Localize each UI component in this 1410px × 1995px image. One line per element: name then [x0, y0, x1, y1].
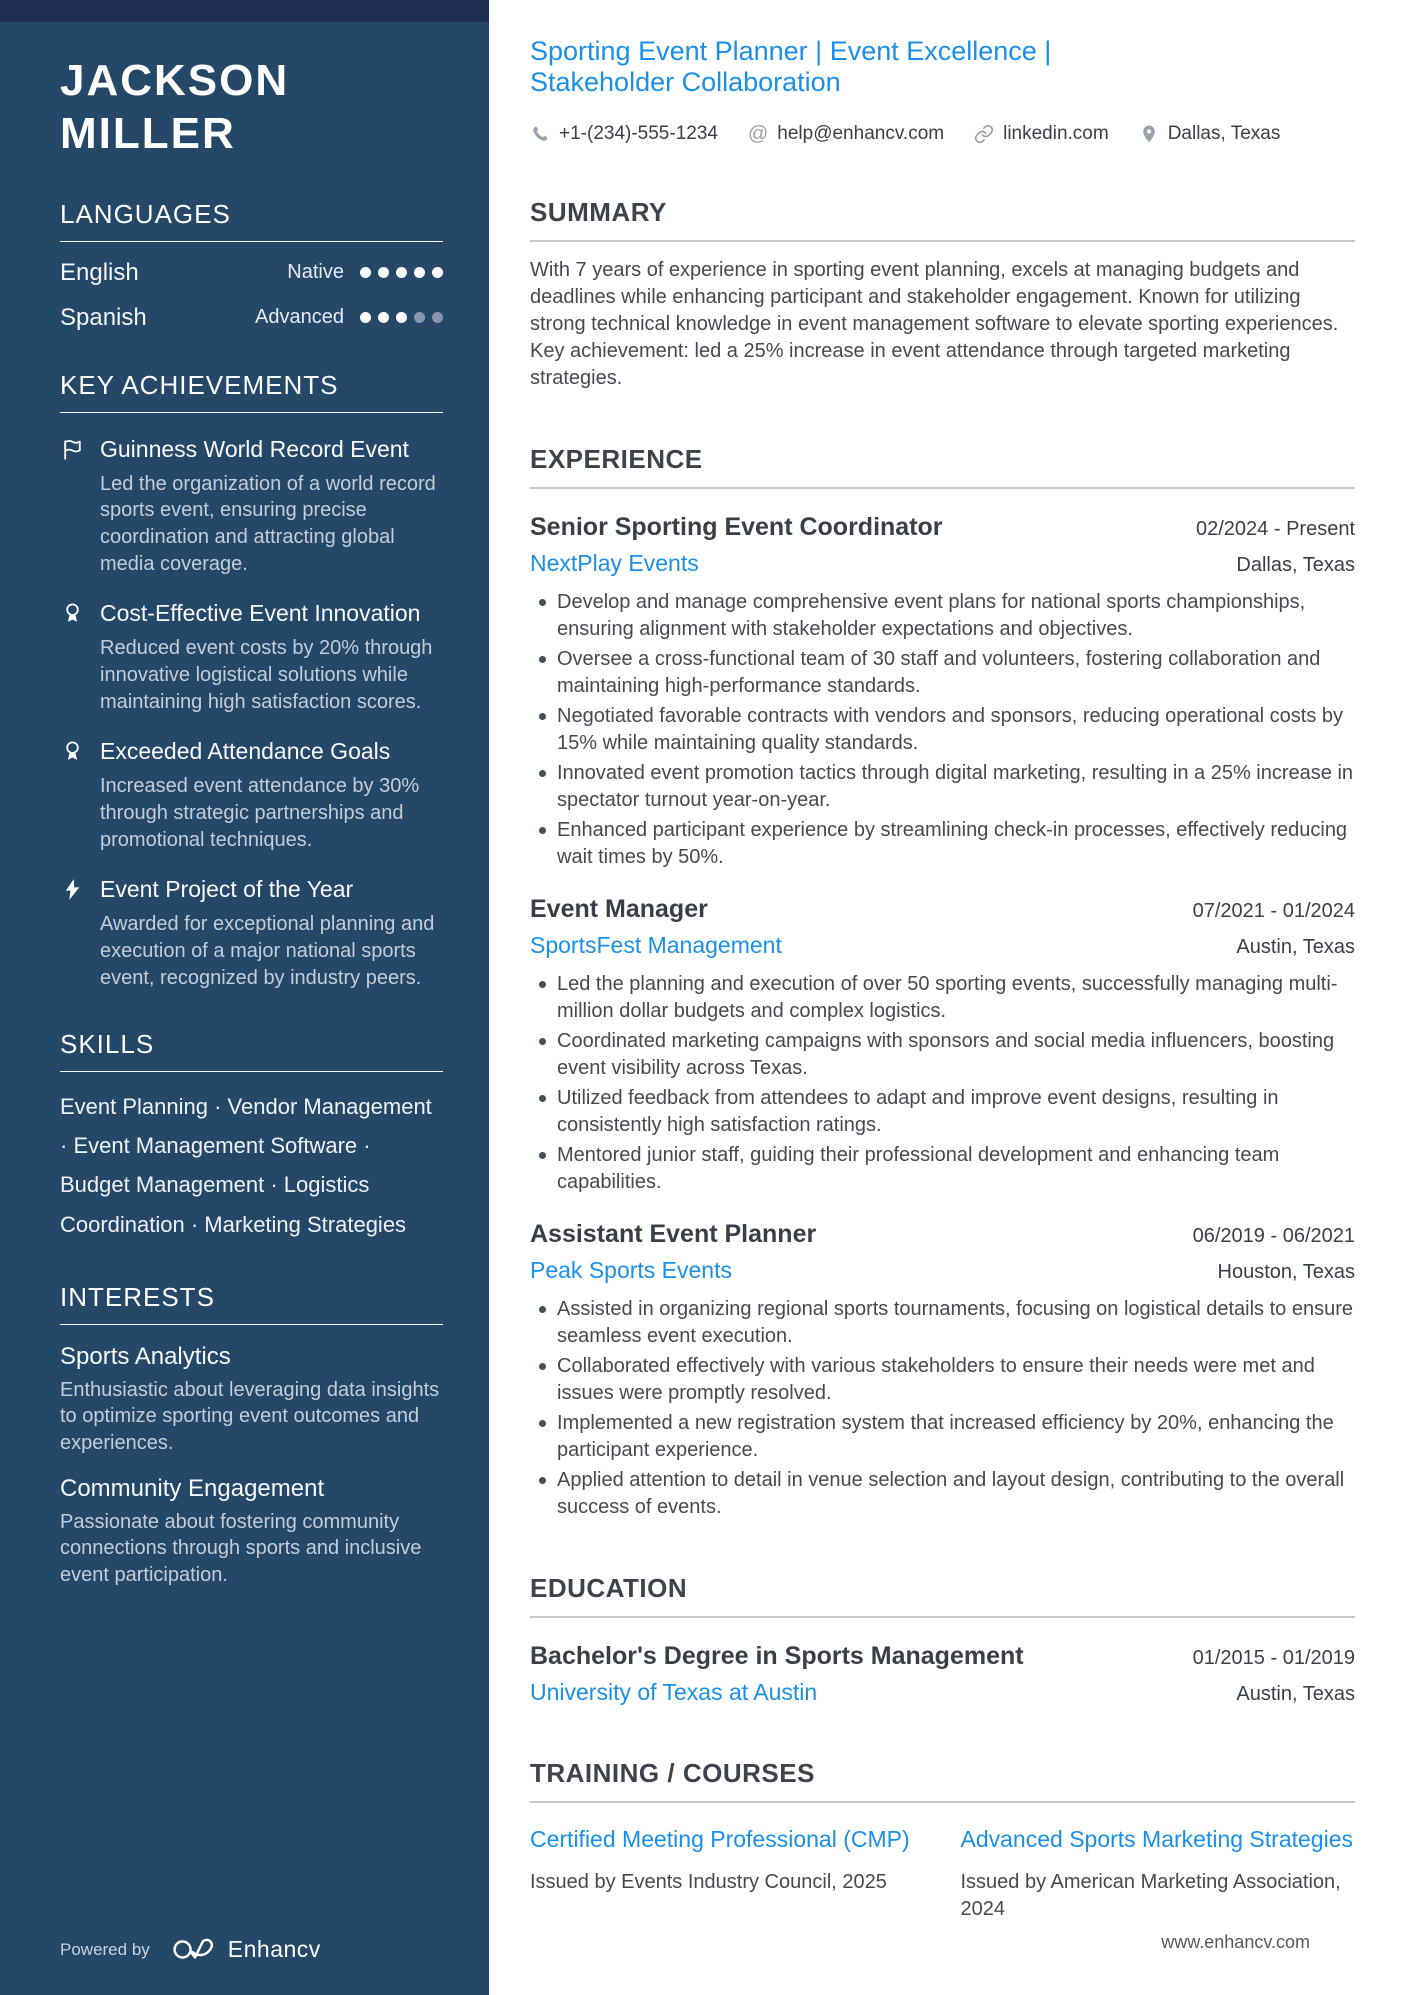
- experience-section: [530, 444, 1355, 1521]
- location-contact: [1139, 123, 1281, 145]
- course-name-link[interactable]: Advanced Sports Marketing Strategies: [960, 1825, 1353, 1852]
- education-location: Austin, Texas: [1236, 1682, 1355, 1705]
- contact-row: [530, 123, 1355, 145]
- job-company-link[interactable]: SportsFest Management: [530, 931, 782, 958]
- job-bullets: [530, 1296, 1355, 1521]
- email-address: help@enhancv.com: [777, 122, 945, 144]
- job-bullet: Applied attention to detail in venue selection and layout design, contributing to the overall success of events.: [530, 1467, 1355, 1521]
- language-row: [60, 259, 443, 287]
- course-issuer: Issued by Events Industry Council, 2025: [530, 1870, 887, 1893]
- language-proficiency-dots: [360, 267, 443, 278]
- interest-item: [60, 1343, 443, 1457]
- achievement-title: Exceeded Attendance Goals: [100, 738, 391, 765]
- languages-heading: LANGUAGES: [60, 199, 443, 242]
- job-bullets: [530, 971, 1355, 1196]
- candidate-name: [60, 55, 443, 161]
- medal-icon: [60, 737, 87, 853]
- job-entry: [530, 1220, 1355, 1521]
- flag-icon: [60, 435, 87, 578]
- job-location: Dallas, Texas: [1236, 553, 1355, 576]
- language-level: Native: [287, 261, 344, 284]
- enhancv-site-url[interactable]: www.enhancv.com: [1161, 1932, 1310, 1952]
- achievement-description: Increased event attendance by 30% through strategic partnerships and promotional techniques.: [100, 775, 420, 851]
- achievement-item: [60, 435, 443, 578]
- phone-icon: [530, 124, 550, 144]
- achievement-title: Cost-Effective Event Innovation: [100, 600, 421, 627]
- candidate-first-name: JACKSON: [60, 56, 290, 105]
- training-heading: TRAINING / COURSES: [530, 1758, 1355, 1803]
- interest-name: Community Engagement: [60, 1474, 325, 1502]
- link-icon: [974, 124, 994, 144]
- job-bullets: [530, 589, 1355, 871]
- summary-text: With 7 years of experience in sporting event planning, excels at managing budgets and deadlines while enhancing participant and stakeholder engagement. Known for utilizing strong technical knowledge in event management software to elevate sporting experiences. Key achievement: led a 25% increase in event attendance through targeted marketing strategies.: [530, 258, 1339, 389]
- job-entry: [530, 513, 1355, 871]
- job-bullet: Implemented a new registration system that increased efficiency by 20%, enhancing the participant experience.: [530, 1410, 1355, 1464]
- education-entry: [530, 1642, 1355, 1706]
- education-heading: EDUCATION: [530, 1573, 1355, 1618]
- job-bullet: Negotiated favorable contracts with vendors and sponsors, reducing operational costs by 15% while maintaining quality standards.: [530, 703, 1355, 757]
- course-entry: [530, 1825, 925, 1923]
- headline-line1: Sporting Event Planner | Event Excellence |: [530, 36, 1052, 66]
- job-location: Austin, Texas: [1236, 935, 1355, 958]
- education-section: [530, 1573, 1355, 1706]
- school-link[interactable]: University of Texas at Austin: [530, 1678, 818, 1705]
- summary-heading: SUMMARY: [530, 197, 1355, 242]
- location-icon: [1139, 124, 1159, 144]
- interest-description: Passionate about fostering community connections through sports and inclusive event participation.: [60, 1510, 422, 1586]
- job-bullet: Mentored junior staff, guiding their professional development and enhancing team capabilities.: [530, 1142, 1355, 1196]
- job-bullet: Develop and manage comprehensive event plans for national sports championships, ensuring alignment with stakeholder expectations and objectives.: [530, 589, 1355, 643]
- achievement-item: [60, 599, 443, 715]
- job-bullet: Assisted in organizing regional sports tournaments, focusing on logistical details to ensure seamless event execution.: [530, 1296, 1355, 1350]
- language-name: Spanish: [60, 303, 147, 331]
- interest-name: Sports Analytics: [60, 1342, 231, 1370]
- headline-line2: Stakeholder Collaboration: [530, 67, 841, 98]
- achievements-section: [60, 370, 443, 992]
- powered-by-footer[interactable]: [60, 1936, 443, 1963]
- course-issuer: Issued by American Marketing Association, 2024: [960, 1870, 1341, 1920]
- interests-section: [60, 1282, 443, 1589]
- top-accent-strip: [0, 0, 489, 22]
- education-dates: 01/2015 - 01/2019: [1192, 1646, 1355, 1669]
- job-dates: 06/2019 - 06/2021: [1192, 1224, 1355, 1247]
- skills-section: [60, 1029, 443, 1244]
- powered-by-label: Powered by: [60, 1939, 150, 1959]
- course-name-link[interactable]: Certified Meeting Professional (CMP): [530, 1825, 910, 1852]
- job-bullet: Utilized feedback from attendees to adapt and improve event designs, resulting in consistently high satisfaction ratings.: [530, 1085, 1355, 1139]
- job-role: Assistant Event Planner: [530, 1219, 817, 1248]
- language-name: English: [60, 258, 139, 286]
- summary-section: [530, 197, 1355, 392]
- job-bullet: Oversee a cross-functional team of 30 staff and volunteers, fostering collaboration and maintaining high-performance standards.: [530, 646, 1355, 700]
- location-text: Dallas, Texas: [1167, 122, 1281, 144]
- job-company-link[interactable]: NextPlay Events: [530, 549, 699, 576]
- achievement-description: Led the organization of a world record sports event, ensuring precise coordination and attracting global media coverage.: [100, 472, 436, 575]
- degree-title: Bachelor's Degree in Sports Management: [530, 1641, 1024, 1670]
- job-bullet: Collaborated effectively with various stakeholders to ensure their needs were met and issues were promptly resolved.: [530, 1353, 1355, 1407]
- job-bullet: Innovated event promotion tactics through digital marketing, resulting in a 25% increase in spectator turnout year-on-year.: [530, 760, 1355, 814]
- skills-heading: SKILLS: [60, 1029, 443, 1072]
- enhancv-logo-icon: [172, 1936, 214, 1963]
- phone-number: +1-(234)-555-1234: [559, 122, 718, 144]
- at-icon: @: [747, 122, 769, 145]
- job-bullet: Coordinated marketing campaigns with sponsors and social media influencers, boosting event visibility across Texas.: [530, 1028, 1355, 1082]
- job-role: Event Manager: [530, 894, 708, 923]
- achievement-description: Awarded for exceptional planning and execution of a major national sports event, recognized by industry peers.: [100, 913, 435, 989]
- interest-description: Enthusiastic about leveraging data insights to optimize sporting event outcomes and experiences.: [60, 1378, 440, 1454]
- job-dates: 02/2024 - Present: [1196, 517, 1355, 540]
- phone-contact: [530, 123, 718, 145]
- job-role: Senior Sporting Event Coordinator: [530, 512, 943, 541]
- achievement-title: Event Project of the Year: [100, 876, 354, 903]
- job-entry: [530, 895, 1355, 1196]
- skills-list: Event Planning · Vendor Management · Event Management Software · Budget Management · Logistics Coordination · Marketing Strategies: [60, 1094, 432, 1237]
- sidebar: [0, 0, 489, 1995]
- enhancv-wordmark: Enhancv: [227, 1936, 321, 1962]
- language-level: Advanced: [255, 306, 344, 329]
- achievements-heading: KEY ACHIEVEMENTS: [60, 370, 443, 413]
- bolt-icon: [60, 875, 87, 991]
- experience-heading: EXPERIENCE: [530, 444, 1355, 489]
- interests-heading: INTERESTS: [60, 1282, 443, 1325]
- email-contact[interactable]: [748, 123, 944, 145]
- course-entry: [961, 1825, 1356, 1923]
- interest-item: [60, 1475, 443, 1589]
- candidate-last-name: MILLER: [60, 108, 236, 158]
- achievement-item: [60, 875, 443, 991]
- linkedin-url: linkedin.com: [1003, 122, 1109, 144]
- job-company-link[interactable]: Peak Sports Events: [530, 1256, 732, 1283]
- linkedin-contact[interactable]: [974, 123, 1109, 145]
- medal-icon: [60, 599, 87, 715]
- training-section: [530, 1758, 1355, 1923]
- achievement-description: Reduced event costs by 20% through innovative logistical solutions while maintaining high satisfaction scores.: [100, 637, 433, 713]
- resume-headline: [530, 36, 1355, 99]
- achievement-title: Guinness World Record Event: [100, 435, 409, 462]
- job-dates: 07/2021 - 01/2024: [1192, 899, 1355, 922]
- achievement-item: [60, 737, 443, 853]
- job-bullet: Enhanced participant experience by streamlining check-in processes, effectively reducing wait times by 50%.: [530, 817, 1355, 871]
- language-proficiency-dots: [360, 312, 443, 323]
- main-column: [489, 0, 1410, 1923]
- languages-section: [60, 199, 443, 332]
- language-row: [60, 304, 443, 332]
- job-bullet: Led the planning and execution of over 50 sporting events, successfully managing multi-million dollar budgets and complex logistics.: [530, 971, 1355, 1025]
- job-location: Houston, Texas: [1217, 1260, 1355, 1283]
- courses-grid: [530, 1825, 1355, 1923]
